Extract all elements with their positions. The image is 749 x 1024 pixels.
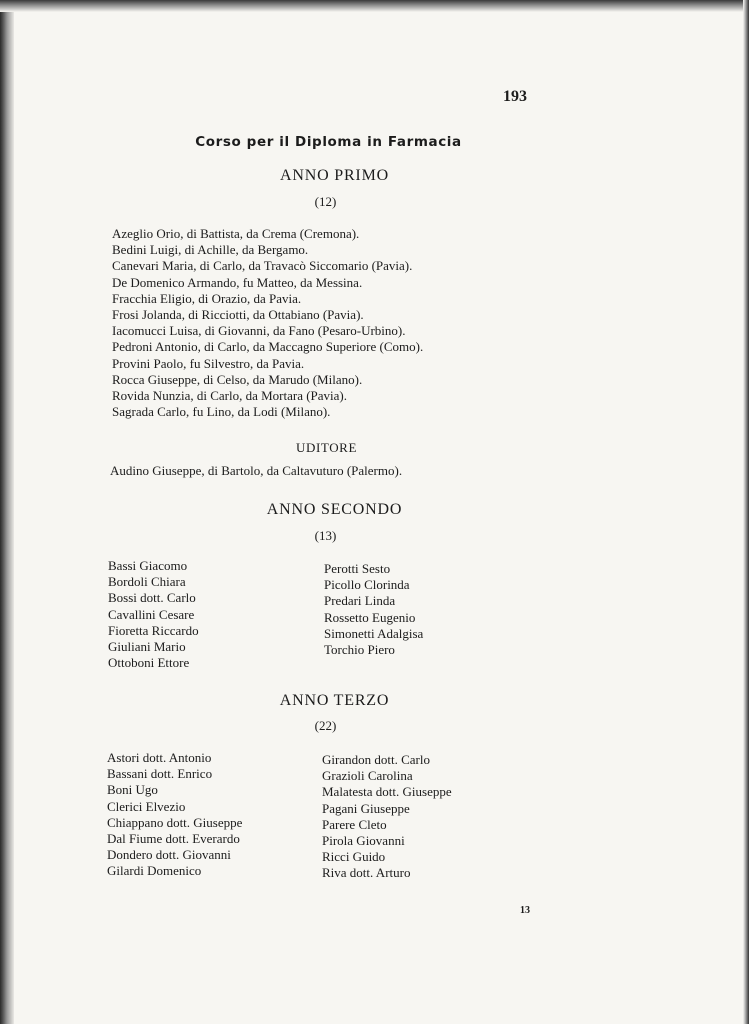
list-item: Simonetti Adalgisa bbox=[324, 625, 424, 641]
signature-mark: 13 bbox=[520, 905, 530, 916]
list-item: Frosi Jolanda, di Ricciotti, da Ottabiano (Pavia). bbox=[112, 307, 364, 323]
list-item: Ricci Guido bbox=[322, 849, 386, 865]
uditore-heading: UDITORE bbox=[295, 440, 357, 455]
list-item: Canevari Maria, di Carlo, da Travacò Siccomario (Pavia). bbox=[112, 258, 413, 274]
page-number: 193 bbox=[503, 88, 527, 105]
list-item: Dondero dott. Giovanni bbox=[107, 847, 231, 863]
list-item: Grazioli Carolina bbox=[322, 768, 413, 784]
anno-secondo-right-column bbox=[324, 561, 423, 658]
list-item: Rocca Giuseppe, di Celso, da Marudo (Milano). bbox=[112, 371, 363, 387]
anno-secondo-left-column bbox=[108, 558, 199, 671]
list-item: Parere Cleto bbox=[322, 816, 387, 832]
list-item: Dal Fiume dott. Everardo bbox=[107, 831, 240, 847]
anno-terzo-heading: ANNO TERZO bbox=[279, 692, 390, 709]
list-item: Bossi dott. Carlo bbox=[108, 590, 196, 606]
list-item: Perotti Sesto bbox=[324, 561, 391, 576]
list-item: Audino Giuseppe, di Bartolo, da Caltavuturo (Palermo). bbox=[110, 463, 403, 478]
page-top-edge bbox=[0, 0, 749, 12]
list-item: Girandon dott. Carlo bbox=[322, 752, 430, 767]
list-item: Riva dott. Arturo bbox=[322, 865, 411, 881]
list-item: Bassani dott. Enrico bbox=[107, 766, 213, 782]
anno-primo-heading: ANNO PRIMO bbox=[280, 167, 389, 184]
anno-terzo-count: (22) bbox=[314, 718, 337, 733]
anno-secondo-count: (13) bbox=[314, 528, 337, 543]
list-item: Sagrada Carlo, fu Lino, da Lodi (Milano). bbox=[112, 404, 331, 420]
anno-terzo-left-column bbox=[107, 750, 242, 880]
list-item: Pedroni Antonio, di Carlo, da Maccagno Superiore (Como). bbox=[112, 339, 424, 355]
list-item: Ottoboni Ettore bbox=[108, 655, 190, 671]
anno-primo-list bbox=[112, 226, 423, 420]
list-item: Fracchia Eligio, di Orazio, da Pavia. bbox=[112, 290, 302, 306]
list-item: Pirola Giovanni bbox=[322, 833, 405, 849]
list-item: Boni Ugo bbox=[107, 782, 158, 798]
list-item: Bedini Luigi, di Achille, da Bergamo. bbox=[112, 242, 309, 258]
list-item: Rovida Nunzia, di Carlo, da Mortara (Pavia). bbox=[112, 388, 348, 404]
list-item: Chiappano dott. Giuseppe bbox=[107, 814, 243, 830]
page-right-edge bbox=[743, 0, 749, 1024]
uditore-list bbox=[110, 463, 402, 479]
list-item: Rossetto Eugenio bbox=[324, 609, 416, 625]
list-item: Iacomucci Luisa, di Giovanni, da Fano (Pesaro-Urbino). bbox=[112, 323, 406, 339]
list-item: De Domenico Armando, fu Matteo, da Messina. bbox=[112, 274, 363, 290]
list-item: Gilardi Domenico bbox=[107, 863, 202, 879]
list-item: Fioretta Riccardo bbox=[108, 622, 199, 638]
list-item: Picollo Clorinda bbox=[324, 577, 410, 593]
list-item: Bordoli Chiara bbox=[108, 574, 186, 590]
list-item: Azeglio Orio, di Battista, da Crema (Cremona). bbox=[112, 226, 360, 241]
list-item: Predari Linda bbox=[324, 593, 396, 609]
list-item: Cavallini Cesare bbox=[108, 606, 195, 622]
list-item: Clerici Elvezio bbox=[107, 798, 186, 814]
list-item: Pagani Giuseppe bbox=[322, 800, 410, 816]
course-title: Corso per il Diploma in Farmacia bbox=[195, 134, 462, 150]
list-item: Provini Paolo, fu Silvestro, da Pavia. bbox=[112, 355, 305, 371]
list-item: Astori dott. Antonio bbox=[107, 750, 212, 765]
anno-terzo-right-column bbox=[322, 752, 452, 882]
list-item: Torchio Piero bbox=[324, 642, 395, 658]
anno-primo-count: (12) bbox=[314, 194, 337, 209]
list-item: Malatesta dott. Giuseppe bbox=[322, 784, 452, 800]
list-item: Giuliani Mario bbox=[108, 639, 186, 655]
list-item: Bassi Giacomo bbox=[108, 558, 188, 573]
anno-secondo-heading: ANNO SECONDO bbox=[266, 501, 403, 518]
